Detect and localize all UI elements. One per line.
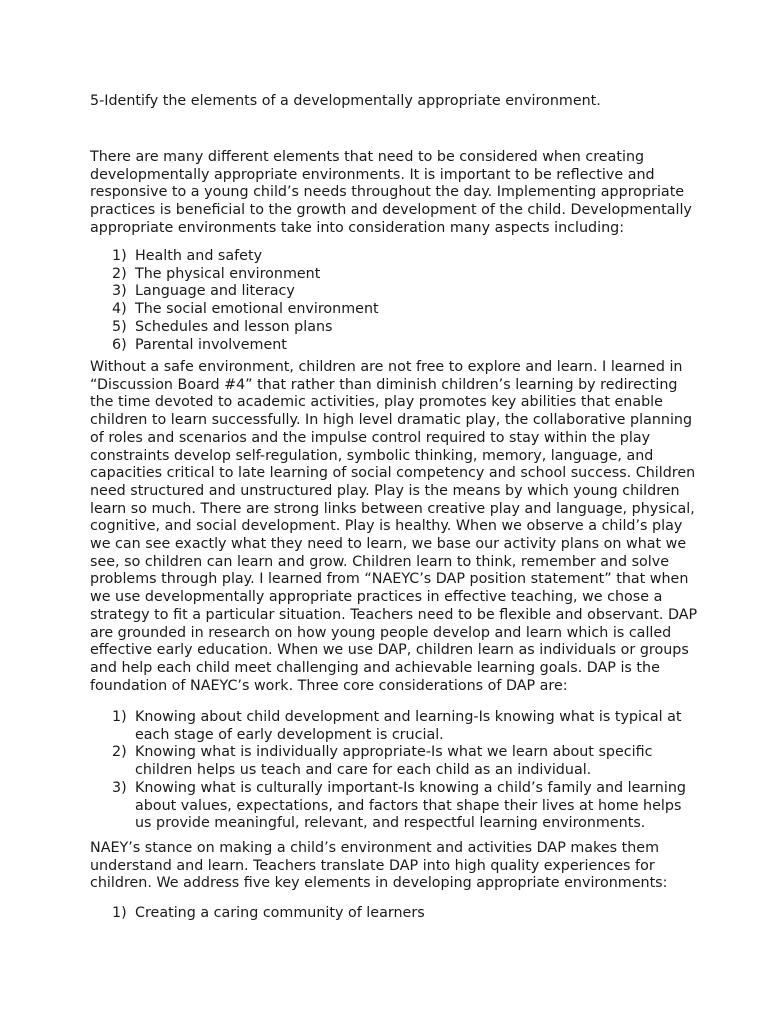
body-line: and help each child meet challenging and achievable learning goals. DAP is the xyxy=(90,659,660,676)
stance-line: children. We address five key elements in developing appropriate environments: xyxy=(90,875,668,892)
list-number: 1) xyxy=(112,905,127,921)
body-line: effective early education. When we use DAP, children learn as individuals or groups xyxy=(90,642,689,659)
list-number: 2) xyxy=(112,265,127,282)
intro-line: responsive to a young child’s needs throughout the day. Implementing appropriate xyxy=(90,184,685,201)
list-text-line: children helps us teach and care for each child as an individual. xyxy=(135,762,592,779)
body-line: strategy to fit a particular situation. Teachers need to be flexible and observant. DAP xyxy=(90,606,698,623)
list-text-line: Knowing about child development and learning-Is knowing what is typical at xyxy=(135,709,682,725)
list-text xyxy=(135,780,686,833)
considerations-list xyxy=(112,709,686,833)
intro-line: There are many different elements that need to be considered when creating xyxy=(90,149,645,165)
body-line: problems through play. I learned from “NAEYC’s DAP position statement” that when xyxy=(90,571,689,588)
list-number: 3) xyxy=(112,283,127,300)
list-text-line: us provide meaningful, relevant, and respectful learning environments. xyxy=(135,815,646,832)
list-number: 6) xyxy=(112,336,127,353)
body-line: see, so children can learn and grow. Children learn to think, remember and solve xyxy=(90,553,669,570)
list-item xyxy=(112,248,379,266)
list-number: 1) xyxy=(112,248,127,264)
intro-line: practices is beneficial to the growth and development of the child. Developmentally xyxy=(90,202,692,219)
body-line: “Discussion Board #4” that rather than diminish children’s learning by redirecting xyxy=(90,376,678,393)
body-line: the time devoted to academic activities, play promotes key abilities that enable xyxy=(90,394,663,411)
body-line: constraints develop self-regulation, symbolic thinking, memory, language, and xyxy=(90,447,654,464)
list-text-line: Knowing what is individually appropriate-Is what we learn about specific xyxy=(135,744,653,761)
list-number: 3) xyxy=(112,779,127,796)
body-line: of roles and scenarios and the impulse control required to stay within the play xyxy=(90,429,651,446)
list-number: 2) xyxy=(112,744,127,761)
list-number: 1) xyxy=(112,709,127,725)
list-text-line: each stage of early development is crucial. xyxy=(135,726,444,743)
list-item xyxy=(112,319,379,337)
list-item xyxy=(112,266,379,284)
intro-paragraph xyxy=(90,149,690,238)
list-text: The physical environment xyxy=(135,265,321,282)
list-item xyxy=(112,283,379,301)
list-text-line: about values, expectations, and factors that shape their lives at home helps xyxy=(135,797,682,814)
aspects-list xyxy=(112,248,379,354)
list-text xyxy=(135,709,682,744)
list-item xyxy=(112,301,379,319)
body-paragraph xyxy=(90,359,698,695)
list-text xyxy=(135,744,652,779)
list-text: Parental involvement xyxy=(135,336,287,353)
list-item xyxy=(112,709,686,744)
body-line: are grounded in research on how young people develop and learn which is called xyxy=(90,624,672,641)
key-elements-list xyxy=(112,905,425,923)
body-line: need structured and unstructured play. Play is the means by which young children xyxy=(90,482,680,499)
list-text: Creating a caring community of learners xyxy=(135,905,425,921)
body-line: we use developmentally appropriate practices in effective teaching, we chose a xyxy=(90,589,663,606)
body-line: capacities critical to late learning of social competency and school success. Children xyxy=(90,465,696,482)
list-item xyxy=(112,337,379,355)
list-text: The social emotional environment xyxy=(135,301,379,318)
list-number: 5) xyxy=(112,318,127,335)
list-number: 4) xyxy=(112,301,127,318)
question-heading: 5-Identify the elements of a developmentally appropriate environment. xyxy=(90,93,601,109)
list-item xyxy=(112,744,686,779)
intro-line: appropriate environments take into consideration many aspects including: xyxy=(90,219,625,236)
list-item xyxy=(112,780,686,833)
body-line: children to learn successfully. In high level dramatic play, the collaborative planning xyxy=(90,412,693,429)
intro-line: developmentally appropriate environments. It is important to be reflective and xyxy=(90,166,655,183)
list-text: Health and safety xyxy=(135,248,263,264)
list-text: Schedules and lesson plans xyxy=(135,318,333,335)
stance-line: understand and learn. Teachers translate DAP into high quality experiences for xyxy=(90,857,655,874)
body-line: cognitive, and social development. Play is healthy. When we observe a child’s play xyxy=(90,518,683,535)
list-text-line: Knowing what is culturally important-Is knowing a child’s family and learning xyxy=(135,779,686,796)
body-line: we can see exactly what they need to learn, we base our activity plans on what we xyxy=(90,536,687,553)
body-line: Without a safe environment, children are not free to explore and learn. I learned in xyxy=(90,359,683,375)
body-line: learn so much. There are strong links between creative play and language, physical, xyxy=(90,500,695,517)
stance-paragraph xyxy=(90,840,690,893)
body-line: foundation of NAEYC’s work. Three core considerations of DAP are: xyxy=(90,677,568,694)
stance-line: NAEY’s stance on making a child’s environment and activities DAP makes them xyxy=(90,840,659,856)
list-item xyxy=(112,905,425,923)
list-text: Language and literacy xyxy=(135,283,295,300)
